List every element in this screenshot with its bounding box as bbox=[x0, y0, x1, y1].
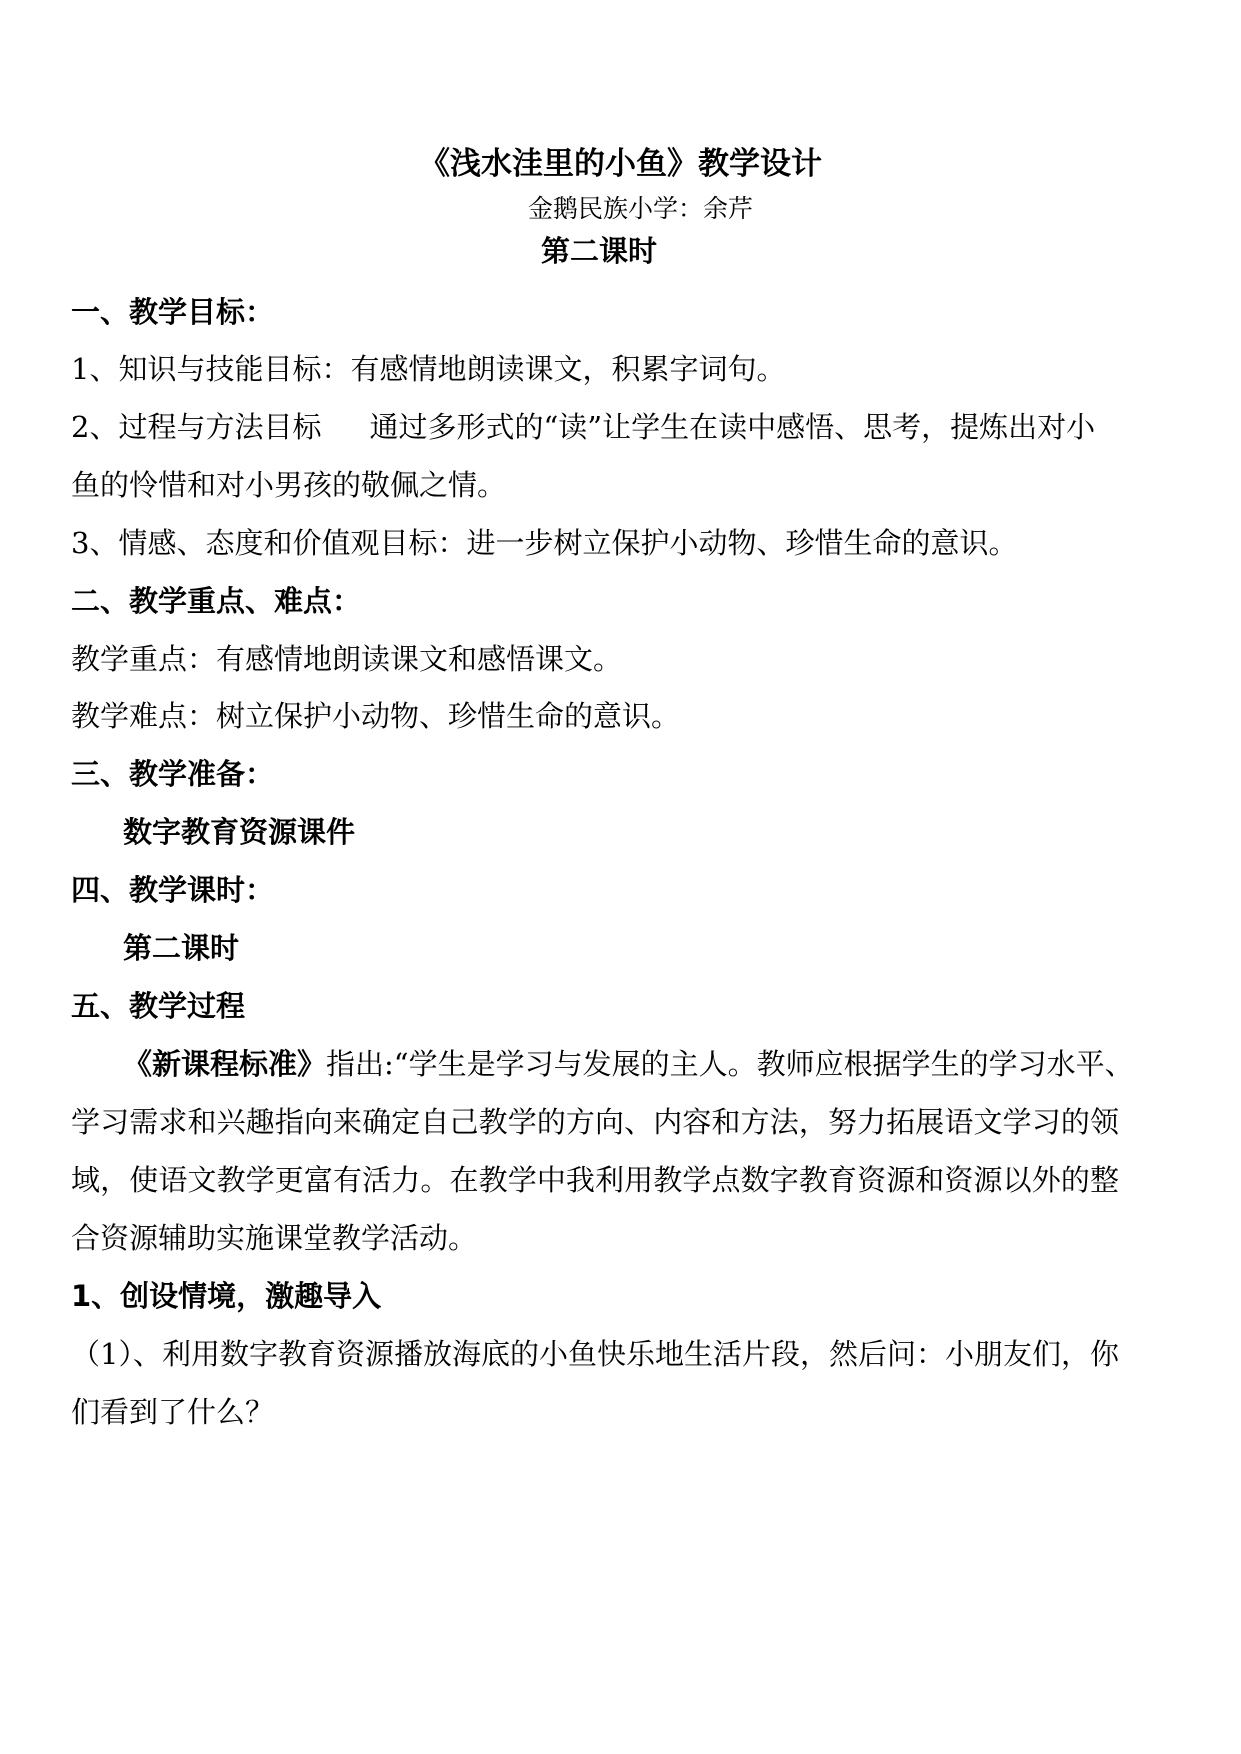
step-1-heading: 1、创设情境，激趣导入 bbox=[71, 1279, 382, 1313]
document-title: 《浅水洼里的小鱼》教学设计 bbox=[419, 146, 822, 182]
key-point-text: 教学重点：有感情地朗读课文和感悟课文。 bbox=[71, 642, 623, 676]
goal-item-3: 3、情感、态度和价值观目标：进一步树立保护小动物、珍惜生命的意识。 bbox=[71, 526, 1018, 560]
goal-item-2-continued: 鱼的怜惜和对小男孩的敬佩之情。 bbox=[71, 468, 507, 502]
process-paragraph-line-4: 合资源辅助实施课堂教学活动。 bbox=[71, 1221, 478, 1255]
section-heading-goals: 一、教学目标： bbox=[71, 295, 275, 329]
section-heading-lesson-time: 四、教学课时： bbox=[71, 873, 275, 907]
process-paragraph-text: 指出:“学生是学习与发展的主人。教师应根据学生的学习水平、 bbox=[326, 1047, 1134, 1081]
process-paragraph-line-2: 学习需求和兴趣指向来确定自己教学的方向、内容和方法，努力拓展语文学习的领 bbox=[71, 1105, 1119, 1139]
goal-item-1: 1、知识与技能目标：有感情地朗读课文，积累字词句。 bbox=[71, 352, 786, 386]
section-heading-key-points: 二、教学重点、难点： bbox=[71, 584, 362, 618]
process-paragraph-line-3: 域，使语文教学更富有活力。在教学中我利用教学点数字教育资源和资源以外的整 bbox=[71, 1163, 1119, 1197]
step-1-item-1-line-2: 们看到了什么？ bbox=[71, 1395, 275, 1429]
goal-item-2-text: 通过多形式的“读”让学生在读中感悟、思考，提炼出对小 bbox=[369, 410, 1096, 444]
section-heading-preparation: 三、教学准备： bbox=[71, 757, 275, 791]
step-1-item-1-line-1: （1）、利用数字教育资源播放海底的小鱼快乐地生活片段，然后问：小朋友们，你 bbox=[71, 1337, 1119, 1371]
goal-item-2-label: 2、过程与方法目标 bbox=[71, 410, 322, 444]
preparation-content: 数字教育资源课件 bbox=[123, 815, 356, 849]
standard-title: 《新课程标准》 bbox=[123, 1047, 327, 1081]
document-author: 金鹅民族小学：余芹 bbox=[528, 194, 754, 223]
section-heading-process: 五、教学过程 bbox=[71, 989, 246, 1023]
lesson-label: 第二课时 bbox=[541, 234, 658, 268]
difficulty-text: 教学难点：树立保护小动物、珍惜生命的意识。 bbox=[71, 699, 681, 733]
goal-item-2 bbox=[71, 410, 1096, 444]
lesson-time-content: 第二课时 bbox=[123, 931, 240, 965]
process-paragraph-line-1 bbox=[123, 1047, 1134, 1081]
